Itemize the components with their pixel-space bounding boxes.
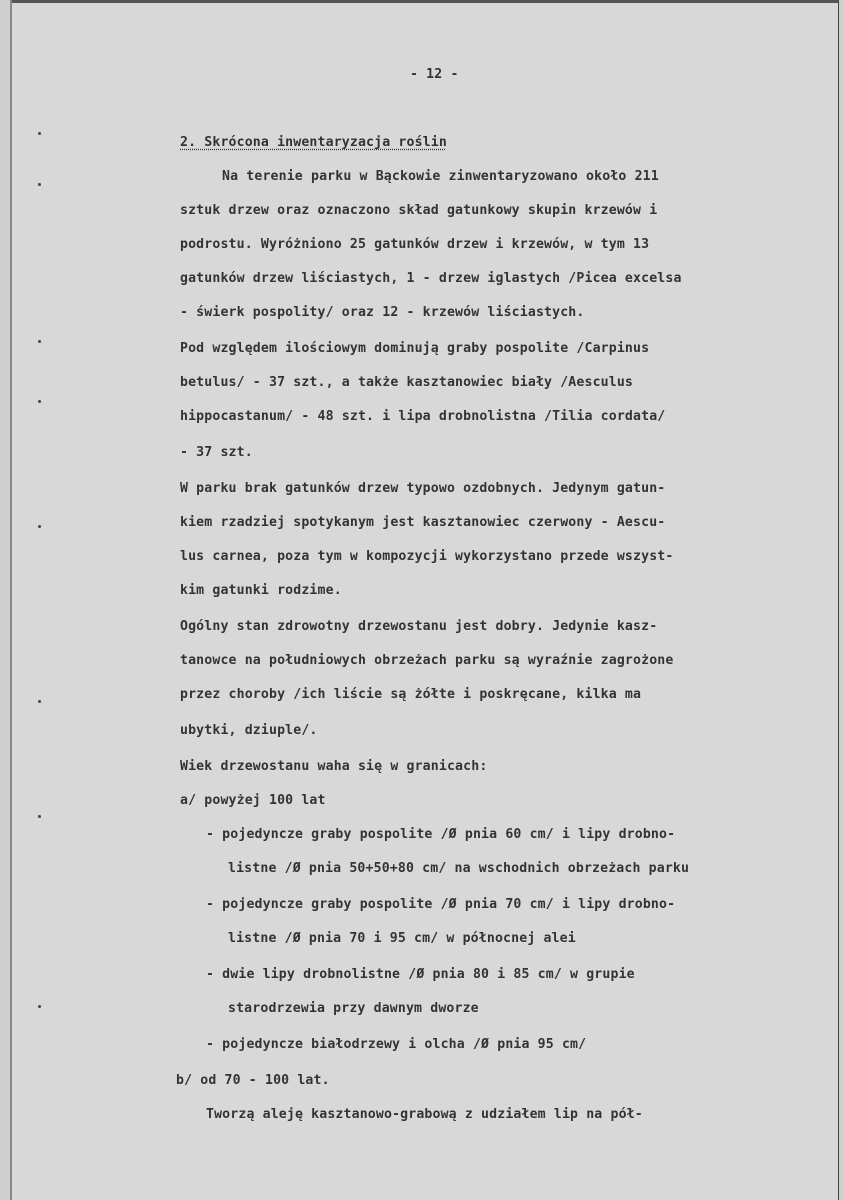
text-line: Tworzą aleję kasztanowo-grabową z udziałem lip na pół- [206,1107,643,1122]
list-item-continuation: listne /Ø pnia 50+50+80 cm/ na wschodnich obrzeżach parku [228,861,690,876]
text-line: - 37 szt. [180,445,253,460]
text-line: Wiek drzewostanu waha się w granicach: [180,759,488,774]
text-line: gatunków drzew liściastych, 1 - drzew iglastych /Picea excelsa [180,271,682,286]
binding-hole-mark [38,700,41,703]
text-line: hippocastanum/ - 48 szt. i lipa drobnolistna /Tilia cordata/ [180,409,666,424]
section-heading: 2. Skrócona inwentaryzacja roślin [180,135,447,150]
list-heading: b/ od 70 - 100 lat. [176,1073,330,1088]
text-line: lus carnea, poza tym w kompozycji wykorzystano przede wszyst- [180,549,674,564]
binding-hole-mark [38,1005,41,1008]
binding-hole-mark [38,525,41,528]
text-line: podrostu. Wyróżniono 25 gatunków drzew i krzewów, w tym 13 [180,237,650,252]
text-line: przez choroby /ich liście są żółte i poskręcane, kilka ma [180,687,642,702]
text-line: Na terenie parku w Bąckowie zinwentaryzowano około 211 [222,169,659,184]
text-line: kim gatunki rodzime. [180,583,342,598]
text-line: kiem rzadziej spotykanym jest kasztanowiec czerwony - Aescu- [180,515,666,530]
page-number: - 12 - [410,67,459,82]
text-line: sztuk drzew oraz oznaczono skład gatunkowy skupin krzewów i [180,203,658,218]
binding-hole-mark [38,815,41,818]
text-line: Pod względem ilościowym dominują graby pospolite /Carpinus [180,341,650,356]
text-line: tanowce na południowych obrzeżach parku są wyraźnie zagrożone [180,653,674,668]
list-item: - pojedyncze graby pospolite /Ø pnia 70 cm/ i lipy drobno- [206,897,676,912]
list-item: - pojedyncze graby pospolite /Ø pnia 60 cm/ i lipy drobno- [206,827,676,842]
list-heading: a/ powyżej 100 lat [180,793,326,808]
text-line: - świerk pospolity/ oraz 12 - krzewów liściastych. [180,305,585,320]
text-line: betulus/ - 37 szt., a także kasztanowiec biały /Aesculus [180,375,634,390]
text-line: W parku brak gatunków drzew typowo ozdobnych. Jedynym gatun- [180,481,666,496]
list-item: - pojedyncze białodrzewy i olcha /Ø pnia 95 cm/ [206,1037,587,1052]
text-line: ubytki, dziuple/. [180,723,318,738]
list-item: - dwie lipy drobnolistne /Ø pnia 80 i 85 cm/ w grupie [206,967,635,982]
text-line: Ogólny stan zdrowotny drzewostanu jest dobry. Jedynie kasz- [180,619,658,634]
list-item-continuation: starodrzewia przy dawnym dworze [228,1001,479,1016]
list-item-continuation: listne /Ø pnia 70 i 95 cm/ w północnej alei [228,931,576,946]
